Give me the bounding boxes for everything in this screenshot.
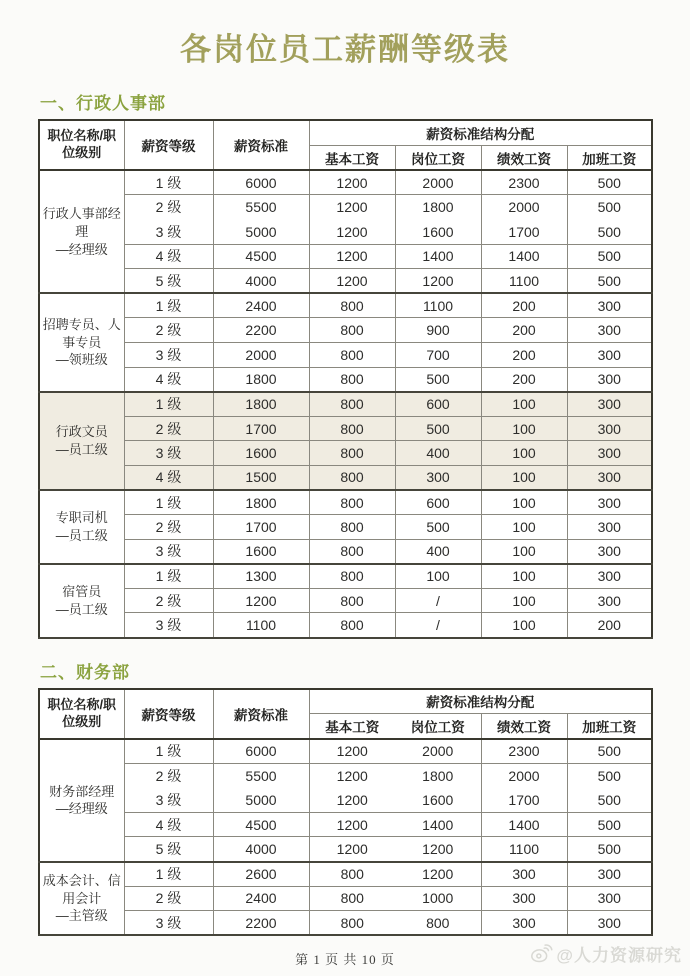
post-cell: /	[395, 613, 481, 638]
grade-cell: 2 级	[124, 515, 213, 540]
position-cell	[39, 862, 124, 936]
grade-cell: 2 级	[124, 318, 213, 343]
perf-cell: 100	[481, 441, 567, 466]
overtime-cell: 500	[567, 244, 652, 269]
overtime-cell: 300	[567, 515, 652, 540]
standard-cell: 4500	[213, 244, 309, 269]
post-cell: 1200	[395, 837, 481, 862]
basic-cell: 800	[309, 392, 395, 417]
grade-cell: 3 级	[124, 911, 213, 936]
table-row	[39, 812, 652, 837]
post-cell: 400	[395, 441, 481, 466]
post-cell: 600	[395, 490, 481, 515]
overtime-cell: 300	[567, 564, 652, 589]
salary-table-finance	[38, 688, 653, 937]
basic-cell: 800	[309, 367, 395, 392]
standard-cell: 1800	[213, 392, 309, 417]
header-row-main	[39, 120, 652, 145]
grade-cell: 3 级	[124, 788, 213, 813]
basic-cell: 1200	[309, 244, 395, 269]
col-basic-header: 基本工资	[309, 714, 395, 739]
overtime-cell: 300	[567, 318, 652, 343]
standard-cell: 5000	[213, 219, 309, 244]
overtime-cell: 300	[567, 862, 652, 887]
header-row-main	[39, 689, 652, 714]
perf-cell: 100	[481, 515, 567, 540]
table-row	[39, 195, 652, 220]
col-grade-header: 薪资等级	[124, 120, 213, 170]
grade-cell: 1 级	[124, 293, 213, 318]
table-row	[39, 342, 652, 367]
standard-cell: 1700	[213, 515, 309, 540]
perf-cell: 100	[481, 416, 567, 441]
position-level: —员工级	[55, 601, 108, 617]
post-cell: 300	[395, 465, 481, 490]
position-cell	[39, 490, 124, 564]
position-level: —经理级	[55, 241, 108, 257]
table-row	[39, 170, 652, 195]
table-row	[39, 564, 652, 589]
standard-cell: 6000	[213, 170, 309, 195]
post-cell: 400	[395, 539, 481, 564]
position-name: 宿管员	[62, 584, 102, 600]
table-row	[39, 588, 652, 613]
grade-cell: 3 级	[124, 441, 213, 466]
post-cell: 700	[395, 342, 481, 367]
col-standard-header: 薪资标准	[213, 689, 309, 739]
overtime-cell: 300	[567, 588, 652, 613]
overtime-cell: 500	[567, 788, 652, 813]
basic-cell: 1200	[309, 739, 395, 764]
post-cell: 1600	[395, 788, 481, 813]
perf-cell: 100	[481, 588, 567, 613]
grade-cell: 2 级	[124, 588, 213, 613]
standard-cell: 5500	[213, 763, 309, 788]
grade-cell: 2 级	[124, 195, 213, 220]
table-row	[39, 441, 652, 466]
table-row	[39, 490, 652, 515]
table-row	[39, 465, 652, 490]
standard-cell: 4500	[213, 812, 309, 837]
post-cell: 1400	[395, 244, 481, 269]
basic-cell: 800	[309, 911, 395, 936]
table-row	[39, 293, 652, 318]
table-row	[39, 763, 652, 788]
perf-cell: 1400	[481, 244, 567, 269]
perf-cell: 2000	[481, 195, 567, 220]
post-cell: 1000	[395, 886, 481, 911]
basic-cell: 800	[309, 441, 395, 466]
post-cell: 1800	[395, 763, 481, 788]
perf-cell: 2300	[481, 739, 567, 764]
grade-cell: 4 级	[124, 367, 213, 392]
table-body	[39, 739, 652, 936]
perf-cell: 300	[481, 911, 567, 936]
perf-cell: 100	[481, 490, 567, 515]
standard-cell: 1200	[213, 588, 309, 613]
basic-cell: 800	[309, 588, 395, 613]
standard-cell: 2000	[213, 342, 309, 367]
grade-cell: 4 级	[124, 465, 213, 490]
perf-cell: 1700	[481, 219, 567, 244]
standard-cell: 1300	[213, 564, 309, 589]
grade-cell: 3 级	[124, 539, 213, 564]
post-cell: 500	[395, 515, 481, 540]
post-cell: 600	[395, 392, 481, 417]
grade-cell: 3 级	[124, 613, 213, 638]
section-label-finance: 二、财务部	[40, 662, 130, 682]
basic-cell: 800	[309, 539, 395, 564]
table-row	[39, 613, 652, 638]
grade-cell: 5 级	[124, 269, 213, 294]
basic-cell: 1200	[309, 170, 395, 195]
table-row	[39, 219, 652, 244]
overtime-cell: 500	[567, 170, 652, 195]
perf-cell: 100	[481, 564, 567, 589]
basic-cell: 800	[309, 342, 395, 367]
position-level: —员工级	[55, 441, 108, 457]
post-cell: 1800	[395, 195, 481, 220]
col-structure-header: 薪资标准结构分配	[309, 689, 652, 714]
col-position-header: 职位名称/职位级别	[39, 689, 124, 739]
table-row	[39, 739, 652, 764]
standard-cell: 1500	[213, 465, 309, 490]
perf-cell: 200	[481, 293, 567, 318]
grade-cell: 1 级	[124, 739, 213, 764]
position-name: 行政文员	[55, 424, 108, 440]
basic-cell: 1200	[309, 195, 395, 220]
post-cell: 1200	[395, 269, 481, 294]
overtime-cell: 300	[567, 539, 652, 564]
watermark-text: @人力资源研究	[556, 946, 682, 965]
section-admin-hr	[0, 89, 690, 638]
col-grade-header: 薪资等级	[124, 689, 213, 739]
overtime-cell: 300	[567, 392, 652, 417]
position-name: 财务部经理	[49, 783, 115, 799]
overtime-cell: 200	[567, 613, 652, 638]
overtime-cell: 300	[567, 367, 652, 392]
col-perf-header: 绩效工资	[481, 145, 567, 170]
perf-cell: 1400	[481, 812, 567, 837]
table-row	[39, 269, 652, 294]
position-cell	[39, 392, 124, 490]
post-cell: 1600	[395, 219, 481, 244]
col-post-header: 岗位工资	[395, 145, 481, 170]
section-label-admin-hr: 一、行政人事部	[40, 94, 166, 114]
basic-cell: 800	[309, 416, 395, 441]
post-cell: 2000	[395, 170, 481, 195]
standard-cell: 1600	[213, 539, 309, 564]
perf-cell: 200	[481, 367, 567, 392]
position-level: —经理级	[55, 801, 108, 817]
grade-cell: 5 级	[124, 837, 213, 862]
basic-cell: 1200	[309, 269, 395, 294]
basic-cell: 800	[309, 490, 395, 515]
overtime-cell: 300	[567, 416, 652, 441]
perf-cell: 100	[481, 392, 567, 417]
position-name: 行政人事部经理	[42, 206, 121, 239]
overtime-cell: 300	[567, 886, 652, 911]
overtime-cell: 300	[567, 490, 652, 515]
col-position-header: 职位名称/职位级别	[39, 120, 124, 170]
table-header	[39, 120, 652, 170]
standard-cell: 1600	[213, 441, 309, 466]
basic-cell: 800	[309, 886, 395, 911]
overtime-cell: 300	[567, 293, 652, 318]
grade-cell: 1 级	[124, 170, 213, 195]
table-row	[39, 392, 652, 417]
grade-cell: 1 级	[124, 392, 213, 417]
col-standard-header: 薪资标准	[213, 120, 309, 170]
position-name: 成本会计、信用会计	[42, 873, 121, 906]
basic-cell: 1200	[309, 837, 395, 862]
page-title: 各岗位员工薪酬等级表	[180, 32, 510, 67]
perf-cell: 100	[481, 613, 567, 638]
position-cell	[39, 170, 124, 293]
grade-cell: 4 级	[124, 244, 213, 269]
basic-cell: 800	[309, 862, 395, 887]
grade-cell: 2 级	[124, 886, 213, 911]
position-cell	[39, 739, 124, 862]
overtime-cell: 500	[567, 195, 652, 220]
table-row	[39, 837, 652, 862]
grade-cell: 1 级	[124, 490, 213, 515]
perf-cell: 1100	[481, 269, 567, 294]
standard-cell: 2200	[213, 911, 309, 936]
section-finance	[0, 658, 690, 937]
post-cell: 2000	[395, 739, 481, 764]
grade-cell: 2 级	[124, 416, 213, 441]
overtime-cell: 300	[567, 911, 652, 936]
standard-cell: 2200	[213, 318, 309, 343]
position-name: 招聘专员、人事专员	[42, 317, 121, 350]
standard-cell: 2600	[213, 862, 309, 887]
post-cell: /	[395, 588, 481, 613]
perf-cell: 100	[481, 465, 567, 490]
grade-cell: 1 级	[124, 862, 213, 887]
overtime-cell: 300	[567, 342, 652, 367]
table-header	[39, 689, 652, 739]
overtime-cell: 500	[567, 219, 652, 244]
table-row	[39, 515, 652, 540]
position-level: —员工级	[55, 527, 108, 543]
position-name: 专职司机	[55, 510, 108, 526]
post-cell: 900	[395, 318, 481, 343]
basic-cell: 1200	[309, 788, 395, 813]
basic-cell: 1200	[309, 812, 395, 837]
position-cell	[39, 293, 124, 391]
weibo-icon	[530, 944, 553, 963]
col-overtime-header: 加班工资	[567, 714, 652, 739]
table-body	[39, 170, 652, 637]
standard-cell: 5500	[213, 195, 309, 220]
perf-cell: 1700	[481, 788, 567, 813]
post-cell: 1400	[395, 812, 481, 837]
standard-cell: 1700	[213, 416, 309, 441]
perf-cell: 300	[481, 862, 567, 887]
col-perf-header: 绩效工资	[481, 714, 567, 739]
perf-cell: 300	[481, 886, 567, 911]
overtime-cell: 300	[567, 441, 652, 466]
post-cell: 1200	[395, 862, 481, 887]
grade-cell: 4 级	[124, 812, 213, 837]
col-post-header: 岗位工资	[395, 714, 481, 739]
standard-cell: 1100	[213, 613, 309, 638]
table-row	[39, 244, 652, 269]
col-overtime-header: 加班工资	[567, 145, 652, 170]
overtime-cell: 500	[567, 812, 652, 837]
perf-cell: 2300	[481, 170, 567, 195]
overtime-cell: 500	[567, 837, 652, 862]
position-level: —领班级	[55, 352, 108, 368]
table-row	[39, 862, 652, 887]
standard-cell: 4000	[213, 269, 309, 294]
overtime-cell: 500	[567, 763, 652, 788]
basic-cell: 800	[309, 318, 395, 343]
grade-cell: 3 级	[124, 342, 213, 367]
table-row	[39, 318, 652, 343]
post-cell: 1100	[395, 293, 481, 318]
perf-cell: 200	[481, 318, 567, 343]
post-cell: 500	[395, 367, 481, 392]
col-structure-header: 薪资标准结构分配	[309, 120, 652, 145]
perf-cell: 100	[481, 539, 567, 564]
post-cell: 100	[395, 564, 481, 589]
table-row	[39, 367, 652, 392]
basic-cell: 800	[309, 564, 395, 589]
grade-cell: 3 级	[124, 219, 213, 244]
basic-cell: 800	[309, 613, 395, 638]
col-basic-header: 基本工资	[309, 145, 395, 170]
post-cell: 800	[395, 911, 481, 936]
standard-cell: 5000	[213, 788, 309, 813]
position-cell	[39, 564, 124, 638]
standard-cell: 2400	[213, 886, 309, 911]
perf-cell: 200	[481, 342, 567, 367]
grade-cell: 1 级	[124, 564, 213, 589]
standard-cell: 4000	[213, 837, 309, 862]
table-row	[39, 886, 652, 911]
standard-cell: 1800	[213, 367, 309, 392]
basic-cell: 1200	[309, 763, 395, 788]
page-number: 第 1 页 共 10 页	[295, 952, 395, 967]
overtime-cell: 300	[567, 465, 652, 490]
salary-table-admin-hr	[38, 119, 653, 638]
watermark	[530, 941, 682, 966]
standard-cell: 6000	[213, 739, 309, 764]
basic-cell: 1200	[309, 219, 395, 244]
perf-cell: 2000	[481, 763, 567, 788]
table-row	[39, 911, 652, 936]
overtime-cell: 500	[567, 269, 652, 294]
position-level: —主管级	[55, 908, 108, 924]
basic-cell: 800	[309, 515, 395, 540]
standard-cell: 1800	[213, 490, 309, 515]
basic-cell: 800	[309, 465, 395, 490]
table-row	[39, 788, 652, 813]
table-row	[39, 539, 652, 564]
perf-cell: 1100	[481, 837, 567, 862]
standard-cell: 2400	[213, 293, 309, 318]
table-row	[39, 416, 652, 441]
post-cell: 500	[395, 416, 481, 441]
grade-cell: 2 级	[124, 763, 213, 788]
basic-cell: 800	[309, 293, 395, 318]
overtime-cell: 500	[567, 739, 652, 764]
